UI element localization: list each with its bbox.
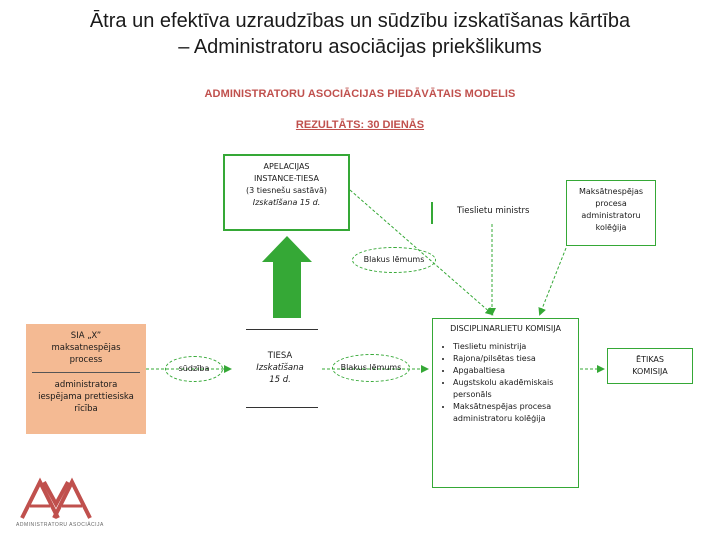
court-rule-bottom — [246, 407, 318, 408]
discipline-member: • Apgabaltiesa — [453, 365, 572, 377]
sia-line-6: rīcība — [74, 404, 98, 414]
discipline-commission-box — [432, 318, 579, 488]
sia-line-5: iespējama prettiesiska — [38, 392, 134, 402]
appeal-line-2: INSTANCE-TIESA — [254, 174, 319, 183]
sia-line-3: process — [69, 355, 103, 365]
sia-line-2: maksatnespējas — [51, 343, 121, 353]
slide-title-line-2: – Administratoru asociācijas priekšlikums — [178, 36, 542, 58]
decision-oval-middle — [332, 354, 410, 382]
court-line-1: TIESA — [267, 351, 293, 361]
slide-title-line-1: Ātra un efektīva uzraudzības un sūdzību izskatīšanas kārtība — [89, 10, 631, 32]
ministry-box — [431, 204, 553, 224]
complaint-oval-label: sūdzība — [178, 364, 210, 373]
big-up-arrow — [262, 236, 312, 318]
complaint-oval — [165, 356, 223, 382]
discipline-member: • Rajona/pilsētas tiesa — [453, 353, 572, 365]
sia-line-1: SIA „X” — [70, 331, 102, 341]
court-line-3: 15 d. — [269, 375, 291, 385]
connector-insolvency-discipline — [540, 248, 566, 314]
sia-divider — [32, 372, 140, 373]
discipline-member: • Augstskolu akadēmiskais personāls — [453, 377, 572, 401]
court-box — [240, 330, 320, 408]
result-label: REZULTĀTS: 30 DIENĀS — [295, 119, 425, 131]
discipline-members-list — [439, 341, 572, 425]
appeal-line-4: Izskatīšana 15 d. — [252, 198, 321, 207]
discipline-heading: DISCIPLINARLIETU KOMISIJA — [450, 324, 561, 333]
sia-box — [26, 324, 146, 434]
discipline-member: • Tieslietu ministrija — [453, 341, 572, 353]
model-title: ADMINISTRATORU ASOCIĀCIJAS PIEDĀVĀTAIS MODELIS — [204, 88, 516, 100]
ethics-line-1: ĒTIKAS — [636, 355, 664, 364]
logo-mark — [22, 482, 90, 518]
insolvency-line-3: administratoru — [581, 211, 641, 220]
appeal-line-3: (3 tiesnešu sastāvā) — [245, 186, 327, 195]
appeal-court-box — [223, 154, 350, 231]
ethics-line-2: KOMISIJA — [632, 367, 668, 376]
sia-line-4: administratora — [54, 380, 118, 390]
insolvency-line-4: kolēģija — [595, 223, 627, 232]
decision-oval-top — [352, 247, 436, 273]
appeal-line-1: APELACIJAS — [263, 162, 310, 171]
insolvency-line-2: procesa — [595, 199, 627, 208]
discipline-member: • Maksātnespējas procesa administratoru kolēģija — [453, 401, 572, 425]
insolvency-board-box — [566, 180, 656, 246]
decision-oval-top-label: Blakus lēmums — [363, 255, 425, 264]
ethics-commission-box — [607, 348, 693, 384]
ministry-label: Tieslietu ministrs — [457, 206, 530, 216]
decision-oval-middle-label: Blakus lēmums — [340, 363, 402, 372]
court-line-2: Izskatīšana — [256, 363, 304, 373]
logo-caption: ADMINISTRATORU ASOCIĀCIJA — [16, 522, 104, 528]
insolvency-line-1: Maksātnespējas — [578, 187, 644, 196]
